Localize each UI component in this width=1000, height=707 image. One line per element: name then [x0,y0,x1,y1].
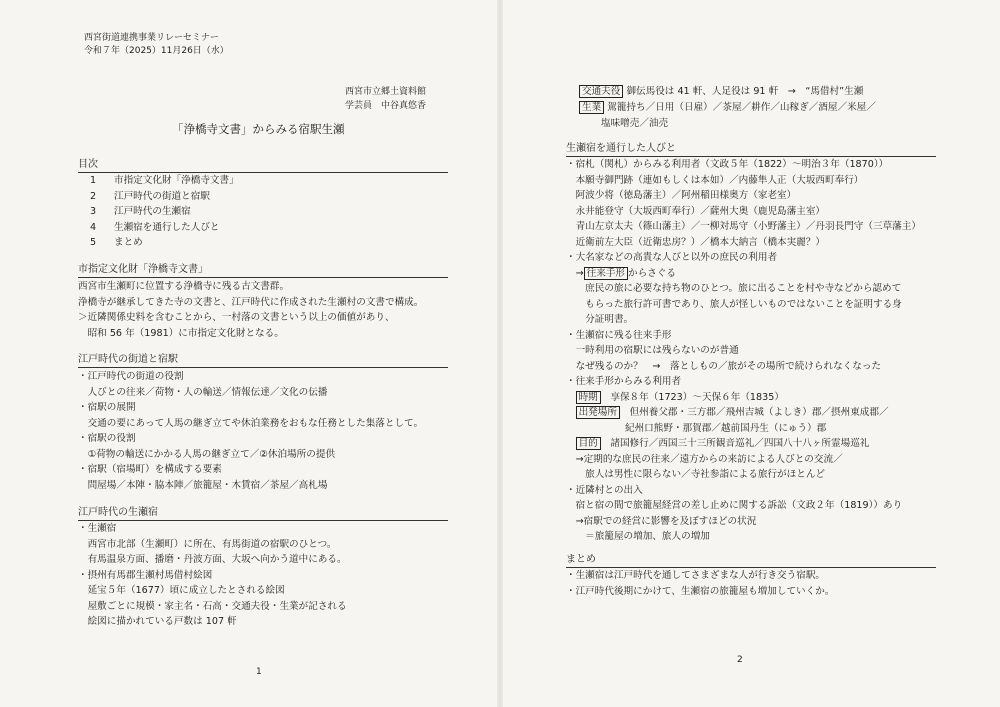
text-line: 西宮市北部（生瀬町）に所在、有馬街道の宿駅のひとつ。 [78,538,337,550]
labor-duty-text: 御伝馬役は 41 軒、人足役は 91 軒 → “馬借村”生瀬 [626,86,864,97]
affiliation: 西宮市立郷土資料館 [345,87,427,97]
section-body-travelers [566,157,921,545]
text-line: ・宿駅の展開 [78,402,136,413]
text-line: なぜ残るのか？ → 落としもの／旅がその場所で続けられなくなった [566,360,882,372]
purpose-tag: 目的 [576,437,601,450]
text-line: ・宿札（関札）からみる利用者（文政５年（1822）～明治３年（1870）） [566,159,889,170]
origin-row: 出発場所 但州養父郡・三方郡／飛州吉城（よしき）郡／摂州東成郡／ [566,405,921,421]
text-line: ・江戸時代後期にかけて、生瀬宿の旅籠屋も増加していくか。 [566,585,835,597]
text-line: 昭和 56 年（1981）に市指定文化財となる。 [78,327,284,339]
text-line: 阿波少将（徳島藩主）／阿州稲田様奥方（家老室） [566,190,797,201]
section-body-documents [78,279,423,341]
text-line: ・宿駅の役割 [78,433,136,444]
text-line: ・生瀬宿 [78,523,117,534]
text-line: 屋敷ごとに規模・家主名・石高・交通夫役・生業が記される [78,600,347,612]
occupation-text-cont: 塩味噌売／油売 [601,118,669,129]
occupation-text: 駕籠持ち／日用（日雇）／茶屋／耕作／山稼ぎ／酒屋／米屋／ [607,102,876,113]
text-line: ＝旅籠屋の増加、旅人の増加 [566,531,710,542]
ourai-line: → 往来手形 からさぐる [575,267,676,279]
text-line: 分証明書。 [566,314,634,325]
page-2 [500,0,1000,707]
text-line: ・生瀬宿に残る往来手形 [566,329,672,341]
text-line: ・大名家などの高貴な人びと以外の庶民の利用者 [566,252,778,263]
section-heading-namaze: 江戸時代の生瀬宿 [78,505,448,521]
text-line: 交通の要にあって人馬の継ぎ立てや休泊業務をおもな任務とした集落として。 [78,417,424,429]
event-series-label: 西宮街道連携事業リレーセミナー [84,33,219,43]
toc-heading: 目次 [78,157,448,173]
page-number: 1 [256,667,262,677]
text-line: もらった旅行許可書であり、旅人が怪しいものではないことを証明する身 [566,298,902,310]
text-line: 絵図に描かれている戸数は 107 軒 [78,616,237,627]
event-date: 令和７年（2025）11月26日（水） [84,46,229,56]
toc-item: 4 生瀬宿を通行した人びと [90,221,220,233]
text-line: 庶民の旅に必要な持ち物のひとつ。旅に出ることを村や寺などから認めて [566,283,902,294]
toc-item: 5 まとめ [90,237,143,248]
text-line: ・生瀬宿は江戸時代を通してさまざまな人が行き交う宿駅。 [566,570,826,581]
period-tag: 時期 [576,391,601,404]
text-line: ・摂州有馬郡生瀬村馬借村絵図 [78,569,213,581]
section-heading-documents: 市指定文化財「浄橋寺文書」 [78,262,448,278]
purpose-row: 目的 諸国修行／西国三十三所観音巡礼／四国八十八ヶ所霊場巡礼 [566,436,921,452]
text-line: 旅人は男性に限らない／寺社参詣による旅行がほとんど [566,469,826,480]
section-body-roads [78,369,423,493]
text-line: →定期的な庶民の往来／遠方からの来訪による人びとの交流／ [566,453,843,465]
page-number: 2 [737,655,743,665]
section-body-summary [566,568,834,599]
text-line: 延宝５年（1677）頃に成立したとされる絵図 [78,585,285,596]
text-line: ・近隣村との出入 [566,484,643,496]
section-heading-summary: まとめ [566,552,936,568]
occupation-tag: 生業 [579,101,604,114]
labor-duty-row [579,84,863,100]
document-title: 「浄橋寺文書」からみる宿駅生瀬 [172,122,345,136]
text-line: 本願寺御門跡（連如もしくは本如）／内藤隼人正（大坂西町奉行） [566,174,864,186]
section-heading-travelers: 生瀬宿を通行した人びと [566,141,936,157]
text-line: 宿と宿の間で旅籠屋経営の差し止めに関する訴訟（文政２年（1819））あり [566,500,903,511]
text-line: →宿駅での経営に影響を及ぼすほどの状況 [566,515,757,527]
origin-tag: 出発場所 [576,406,620,419]
toc-item: 2 江戸時代の街道と宿駅 [90,190,210,202]
toc-item: 1 市指定文化財「浄橋寺文書」 [90,175,239,186]
text-line: ・宿駅（宿場町）を構成する要素 [78,464,222,475]
text-line: 有馬温泉方面、播磨・丹波方面、大坂へ向かう道中にある。 [78,554,347,565]
origin-row-cont: 紀州口熊野・那賀郡／越前国丹生（にゅう）郡 [625,422,827,434]
table-of-contents [90,173,239,251]
occupation-row [579,100,876,116]
text-line: 西宮市生瀬町に位置する浄橋寺に残る古文書群。 [78,281,290,292]
text-line: 近衛前左大臣（近衛忠房？）／橋本大納言（橋本実麗？） [566,236,826,248]
text-line: 人びとの往来／荷物・人の輸送／情報伝達／文化の伝播 [78,386,328,398]
presenter: 学芸員 中谷真悠香 [345,101,427,111]
text-line: ・往来手形からみる利用者 [566,376,682,387]
text-line: 一時利用の宿駅には残らないのが普通 [566,345,739,356]
ourai-tag: 往来手形 [584,267,628,280]
toc-item: 3 江戸時代の生瀬宿 [90,206,191,217]
text-line: ＞近隣関係史料を含むことから、一村落の文書という以上の価値があり、 [78,312,395,323]
text-line: ①荷物の輸送にかかる人馬の継ぎ立て／②休泊場所の提供 [78,448,336,460]
section-body-namaze [78,521,347,630]
labor-duty-tag: 交通夫役 [579,85,623,98]
text-line: ・江戸時代の街道の役割 [78,371,184,382]
text-line: 永井能登守（大坂西町奉行）／薩州大奥（鹿児島藩主室） [566,205,826,217]
period-row: 時期 享保８年（1723）～天保６年（1835） [566,390,921,406]
text-line: 青山左京太夫（篠山藩主）／一柳対馬守（小野藩主）／丹羽長門守（三草藩主） [566,221,921,232]
text-line: 浄橋寺が継承してきた寺の文書と、江戸時代に作成された生瀬村の文書で構成。 [78,296,424,308]
section-heading-roads: 江戸時代の街道と宿駅 [78,352,448,368]
text-line: 問屋場／本陣・脇本陣／旅籠屋・木賃宿／茶屋／高札場 [78,479,328,491]
